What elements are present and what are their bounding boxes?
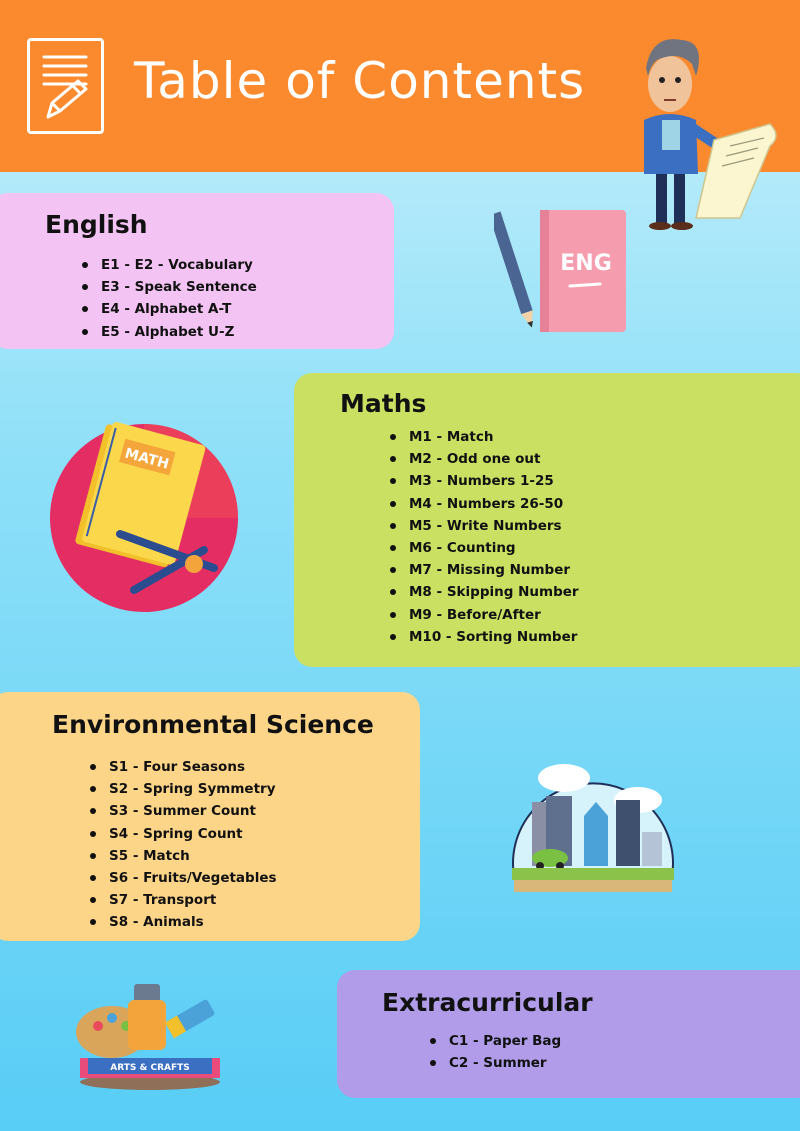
header-banner bbox=[0, 0, 800, 172]
list-item: E1 - E2 - Vocabulary bbox=[82, 254, 257, 276]
env-science-list bbox=[90, 756, 277, 934]
list-item: S4 - Spring Count bbox=[90, 823, 277, 845]
extracurricular-list bbox=[430, 1030, 561, 1074]
list-item: S1 - Four Seasons bbox=[90, 756, 277, 778]
teacher-illustration bbox=[622, 28, 784, 232]
list-item: M7 - Missing Number bbox=[390, 559, 579, 581]
list-item: M2 - Odd one out bbox=[390, 448, 579, 470]
arts-crafts-label: ARTS & CRAFTS bbox=[110, 1063, 190, 1073]
list-item: M6 - Counting bbox=[390, 537, 579, 559]
list-item: S6 - Fruits/Vegetables bbox=[90, 867, 277, 889]
list-item: S5 - Match bbox=[90, 845, 277, 867]
city-globe-illustration bbox=[506, 736, 680, 896]
list-item: M4 - Numbers 26-50 bbox=[390, 493, 579, 515]
list-item: M9 - Before/After bbox=[390, 604, 579, 626]
list-item: C2 - Summer bbox=[430, 1052, 561, 1074]
list-item: E4 - Alphabet A-T bbox=[82, 298, 257, 320]
list-item: S8 - Animals bbox=[90, 911, 277, 933]
notepad-pencil-icon bbox=[27, 38, 104, 134]
list-item: C1 - Paper Bag bbox=[430, 1030, 561, 1052]
list-item: M1 - Match bbox=[390, 426, 579, 448]
list-item: E5 - Alphabet U-Z bbox=[82, 321, 257, 343]
english-section bbox=[0, 193, 394, 349]
list-item: S7 - Transport bbox=[90, 889, 277, 911]
math-book-label: MATH bbox=[122, 445, 171, 473]
maths-list bbox=[390, 426, 579, 648]
list-item: M5 - Write Numbers bbox=[390, 515, 579, 537]
list-item: S3 - Summer Count bbox=[90, 800, 277, 822]
english-list bbox=[82, 254, 257, 343]
env-science-section bbox=[0, 692, 420, 941]
list-item: E3 - Speak Sentence bbox=[82, 276, 257, 298]
english-title: English bbox=[45, 210, 148, 239]
list-item: M10 - Sorting Number bbox=[390, 626, 579, 648]
eng-book-label: ENG bbox=[560, 251, 612, 276]
arts-crafts-illustration bbox=[70, 962, 230, 1094]
list-item: M8 - Skipping Number bbox=[390, 581, 579, 603]
list-item: S2 - Spring Symmetry bbox=[90, 778, 277, 800]
eng-book-pencil-illustration bbox=[494, 206, 634, 336]
page-title: Table of Contents bbox=[134, 52, 586, 110]
env-science-title: Environmental Science bbox=[52, 710, 374, 739]
maths-section bbox=[294, 373, 800, 667]
maths-title: Maths bbox=[340, 389, 427, 418]
math-book-compass-illustration bbox=[44, 418, 244, 618]
list-item: M3 - Numbers 1-25 bbox=[390, 470, 579, 492]
extracurricular-section bbox=[337, 970, 800, 1098]
extracurricular-title: Extracurricular bbox=[382, 988, 593, 1017]
